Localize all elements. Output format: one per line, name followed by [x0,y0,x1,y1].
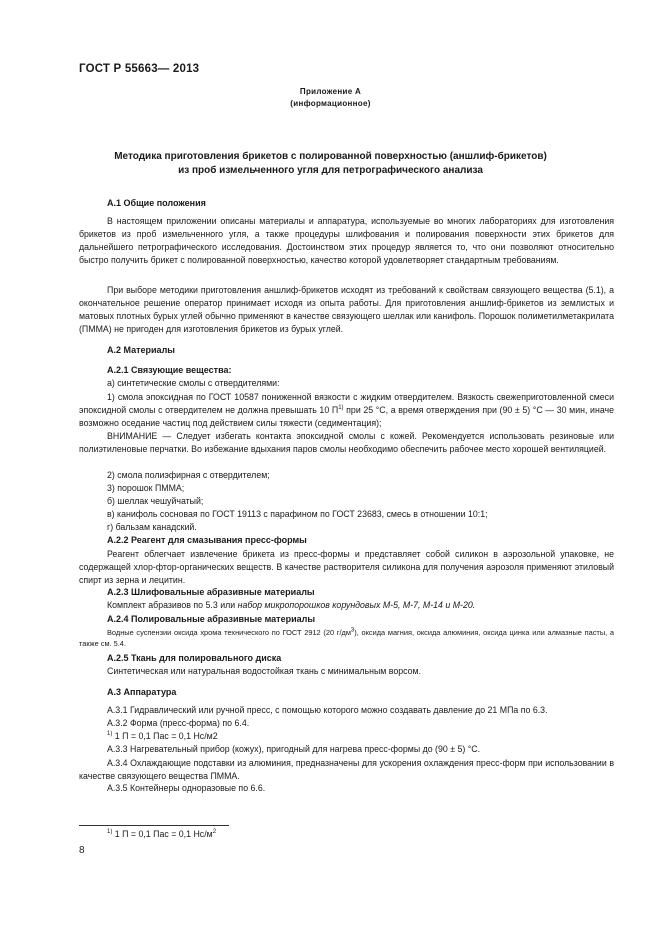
title-line-1: Методика приготовления брикетов с полированной поверхностью (аншлиф-брикетов) [114,151,547,162]
section-a24-heading: А.2.4 Полировальные абразивные материалы [107,614,316,624]
section-a24-text: Водные суспензии оксида хрома технического по ГОСТ 2912 (20 $г/дм^3$), оксида магния, оксида алюминия, оксида цинка или алмазные пасты, а также см. 5.4. [79,627,614,648]
list-item-a: а) синтетические смолы с отвердителями: [107,378,280,388]
list-item-1: 1) смола эпоксидная по ГОСТ 10587 пониженной вязкости с жидким отвердителем. Вязкость свежеприготовленной смеси эпоксидной смолы с отвердителем не должна превышать 10 $П^{1)}$ при 25 °С, а время отверждения при (90 ± 5) °С — 30 мин, иначе возможно оседание частиц под действием силы тяжести (седиментация); [79,392,614,428]
footnote: $^{1)}$ 1 П = 0,1 Пас = 0,1 $Нс/м^2$ [107,829,217,839]
list-item-b: б) шеллак чешуйчатый; [107,496,204,506]
document-header: ГОСТ Р 55663— 2013 [79,63,200,75]
title-line-2: из проб измельченного угля для петрографического анализа [178,165,483,176]
item-a33: А.3.3 Нагревательный прибор (кожух), пригодный для нагрева пресс-формы до (90 ± 5) °С. [107,744,481,754]
section-a23-heading: А.2.3 Шлифовальные абразивные материалы [107,587,315,597]
footnote-divider [79,825,229,826]
item-a32: А.3.2 Форма (пресс-форма) по 6.4. [107,718,250,728]
item-a31: А.3.1 Гидравлический или ручной пресс, с помощью которого можно создавать давление до 21 МПа по 6.3. [107,705,548,715]
inline-footnote: $^{1)}$ 1 П = 0,1 Пас = 0,1 Нс/м2 [107,731,218,741]
item-a35: А.3.5 Контейнеры одноразовые по 6.6. [107,783,266,793]
section-a1-paragraph-2: При выборе методики приготовления аншлиф-брикетов исходят из требований к свойствам связующего вещества (5.1), а окончательное решение оператор принимает исходя из опыта работы. Для приготовления аншлиф-брикетов из землистых и матовых плотных бурых углей обычно применяют в качестве связующего шеллак или канифоль. Порошок полиметилметакрилата (ПММА) не пригоден для изготовления брикетов из бурых углей. [79,285,614,334]
section-a23-text: Комплект абразивов по 5.3 или набор микропорошков корундовых М-5, М-7, М-14 и М-20. [107,600,476,610]
warning-text: ВНИМАНИЕ — Следует избегать контакта эпоксидной смолы с кожей. Рекомендуется использовать резиновые или полиэтиленовые перчатки. Во избежание вдыхания паров смолы необходимо обеспечить рабочее место хорошей вентиляцией. [79,431,614,454]
list-item-v: в) канифоль сосновая по ГОСТ 19113 с парафином по ГОСТ 23683, смесь в отношении 10:1; [107,509,488,519]
item-a34: А.3.4 Охлаждающие подставки из алюминия, предназначены для ускорения охлаждения пресс-форм при использовании в качестве связующего вещества ПММА. [79,758,614,781]
document-title [0,150,661,178]
section-a1-paragraph-1: В настоящем приложении описаны материалы и аппаратура, используемые во многих лабораториях для изготовления брикетов из проб измельченного угля, а также процедуры шлифования и полирования поверхности этих брикетов для дальнейшего петрографического исследования. Достоинством этих процедур является то, что они позволяют относительно быстро получить брикет с полированной поверхностью, качество которой удовлетворяет стандартным требованиям. [79,216,614,265]
appendix-subtitle: (информационное) [290,99,371,108]
section-a21-heading: А.2.1 Связующие вещества: [107,365,232,375]
section-a1-heading: А.1 Общие положения [107,198,206,208]
section-a25-heading: А.2.5 Ткань для полировального диска [107,653,282,663]
list-item-3: 3) порошок ПММА; [107,483,185,493]
section-a22-text: Реагент облегчает извлечение брикета из пресс-формы и представляет собой силикон в аэрозольной упаковке, не содержащей хлор-фтор-органических веществ. В качестве растворителя силикона для получения аэрозоля применяют этиловый спирт из зерна и лецитин. [79,549,614,585]
appendix-title: Приложение А [299,87,362,96]
list-item-2: 2) смола полиэфирная с отвердителем; [107,470,270,480]
list-item-g: г) бальзам канадский. [107,522,197,532]
section-a22-heading: А.2.2 Реагент для смазывания пресс-формы [107,535,307,545]
page-number: 8 [79,845,85,856]
section-a3-heading: А.3 Аппаратура [107,687,177,697]
section-a25-text: Синтетическая или натуральная водостойкая ткань с минимальным ворсом. [107,666,422,676]
section-a2-heading: А.2 Материалы [107,345,175,355]
